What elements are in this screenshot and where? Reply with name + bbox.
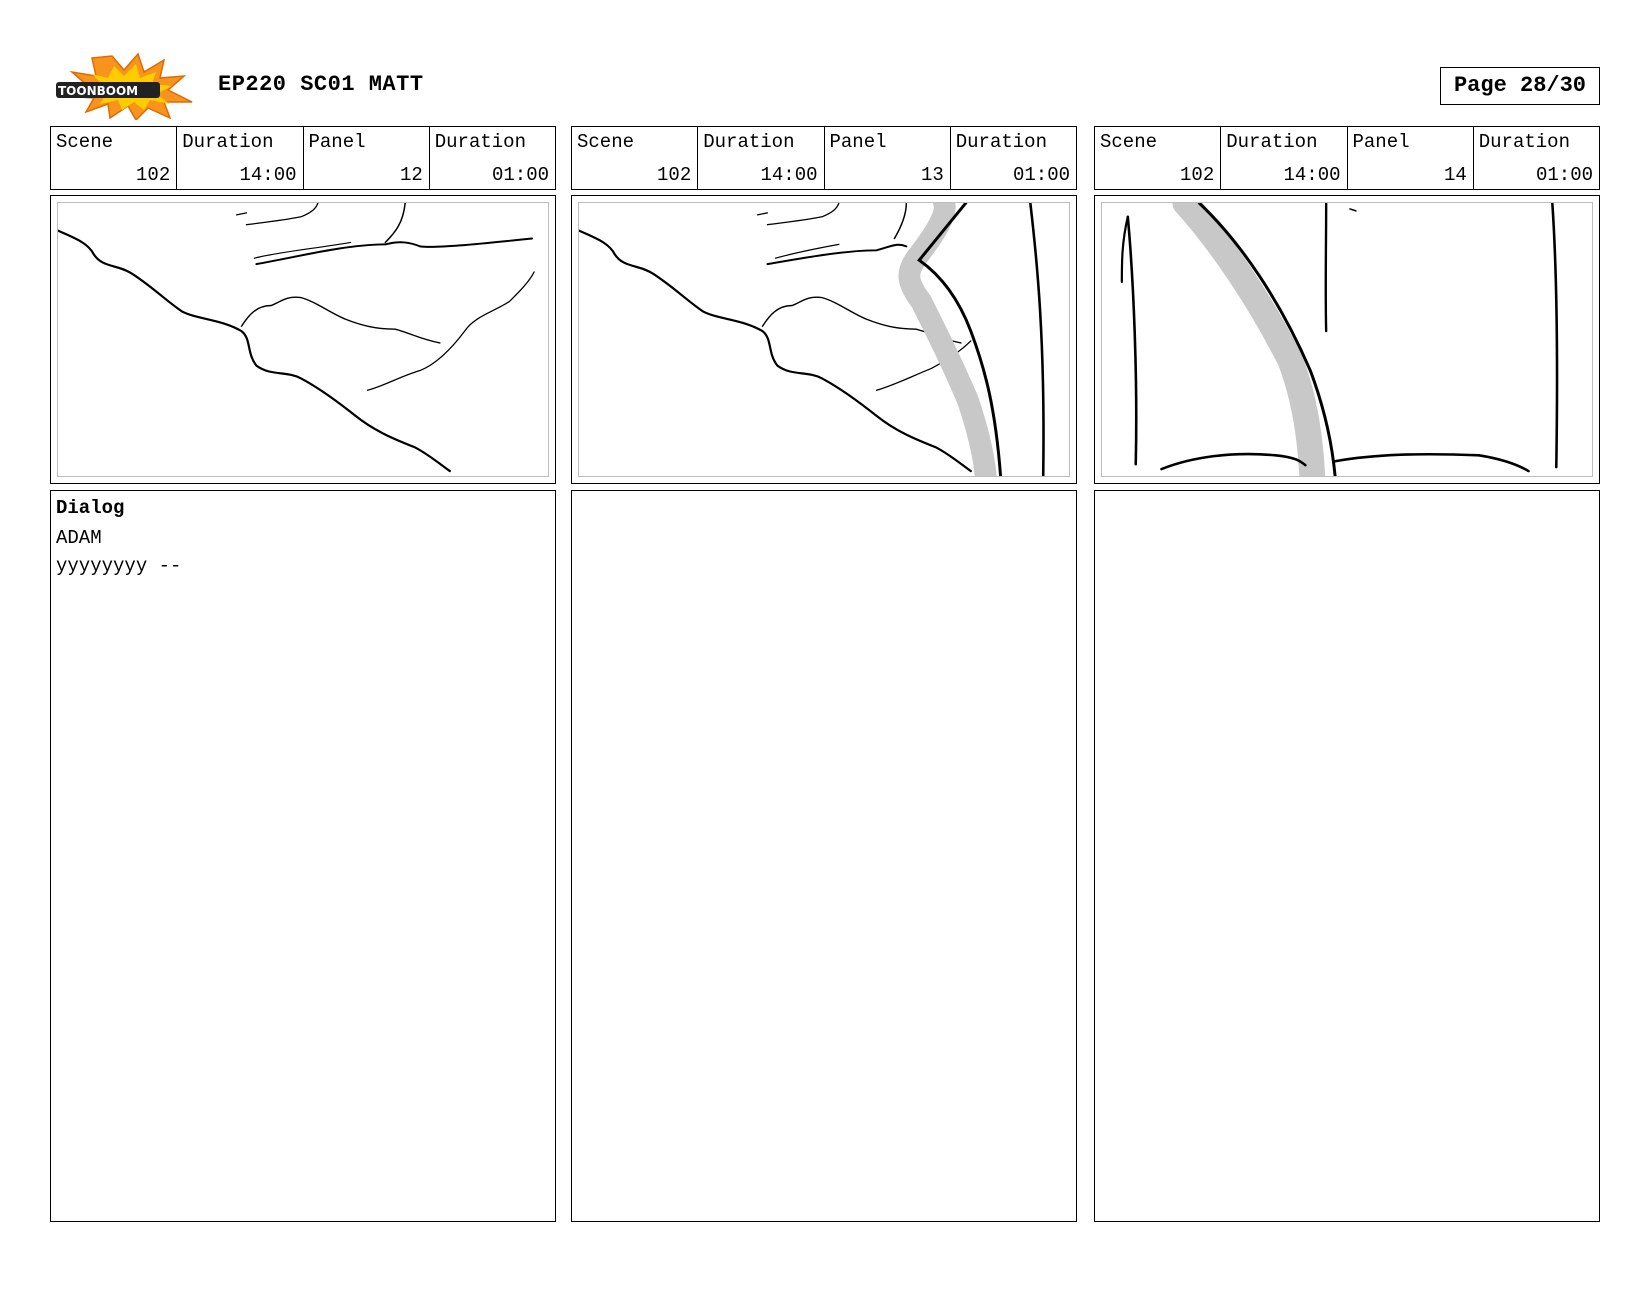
closeup-sketch [1102, 203, 1592, 476]
page-number: Page 28/30 [1440, 67, 1600, 105]
scene-duration-value: 14:00 [1283, 164, 1341, 186]
panel-label: Panel [829, 131, 887, 153]
toonboom-logo [52, 50, 200, 120]
duration-label: Duration [434, 131, 526, 153]
dialog-notes [50, 490, 556, 1222]
dialog-notes [571, 490, 1077, 1222]
mountain-sketch [58, 203, 548, 476]
document-title: EP220 SC01 MATT [218, 72, 424, 97]
scene-cell [51, 127, 177, 189]
scene-value: 102 [136, 164, 171, 186]
panel-duration-value: 01:00 [491, 164, 549, 186]
panel-value: 13 [920, 164, 944, 186]
dialog-character: ADAM [56, 527, 102, 549]
scene-duration-value: 14:00 [760, 164, 818, 186]
scene-value: 102 [657, 164, 692, 186]
panel-info-table [571, 126, 1077, 190]
duration-label: Duration [182, 131, 274, 153]
scene-duration-cell [1221, 127, 1347, 189]
dialog-heading: Dialog [56, 497, 125, 519]
scene-duration-cell [177, 127, 303, 189]
panel-cell [304, 127, 430, 189]
dialog-line: yyyyyyyy -- [56, 555, 182, 577]
panel-cell [825, 127, 951, 189]
panel-image-frame[interactable] [50, 195, 556, 484]
panel-info-table [1094, 126, 1600, 190]
panel-info-table [50, 126, 556, 190]
duration-label: Duration [1226, 131, 1318, 153]
scene-cell [1095, 127, 1221, 189]
duration-label: Duration [703, 131, 795, 153]
dialog-notes [1094, 490, 1600, 1222]
panel-cell [1348, 127, 1474, 189]
panel-duration-cell [1474, 127, 1599, 189]
scene-duration-value: 14:00 [239, 164, 297, 186]
scene-duration-cell [698, 127, 824, 189]
scene-label: Scene [56, 131, 114, 153]
scene-label: Scene [1100, 131, 1158, 153]
panel-duration-value: 01:00 [1535, 164, 1593, 186]
scene-cell [572, 127, 698, 189]
scene-value: 102 [1180, 164, 1215, 186]
duration-label: Duration [955, 131, 1047, 153]
panel-duration-cell [430, 127, 555, 189]
panel-duration-value: 01:00 [1012, 164, 1070, 186]
panel-label: Panel [308, 131, 366, 153]
mountain-sketch-with-foreground-shape [579, 203, 1069, 476]
panel-image-frame[interactable] [1094, 195, 1600, 484]
panel-image-frame[interactable] [571, 195, 1077, 484]
duration-label: Duration [1478, 131, 1570, 153]
panel-value: 12 [399, 164, 423, 186]
logo-text: TOONBOOM [58, 84, 139, 98]
panel-value: 14 [1443, 164, 1467, 186]
scene-label: Scene [577, 131, 635, 153]
panel-label: Panel [1352, 131, 1410, 153]
panel-duration-cell [951, 127, 1076, 189]
